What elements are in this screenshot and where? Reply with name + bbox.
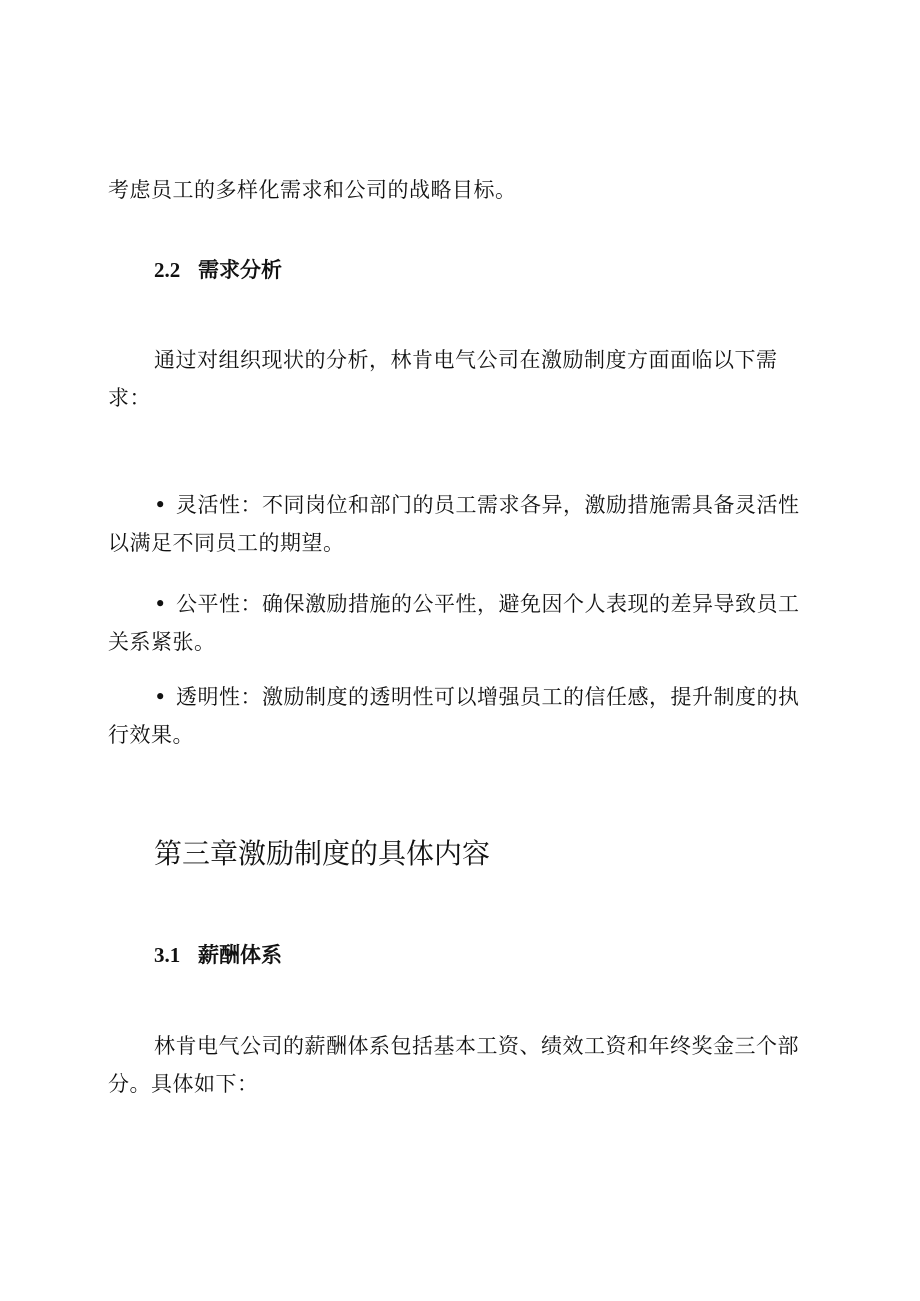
chapter-heading: 第三章激励制度的具体内容: [154, 837, 491, 870]
bullet-item: [108, 585, 808, 661]
section-title: 需求分析: [198, 258, 282, 282]
bullet-text: 灵活性：不同岗位和部门的员工需求各异，激励措施需具备灵活性以满足不同员工的期望。: [108, 493, 800, 555]
section-number: 2.2: [154, 258, 181, 282]
bullet-marker: •: [154, 592, 167, 616]
body-paragraph: 林肯电气公司的薪酬体系包括基本工资、绩效工资和年终奖金三个部分。具体如下：: [108, 1034, 799, 1096]
bullet-item: [108, 486, 808, 562]
section-heading-3-1: [154, 940, 282, 970]
bullet-text: 公平性：确保激励措施的公平性，避免因个人表现的差异导致员工关系紧张。: [108, 592, 800, 654]
continuation-paragraph: 考虑员工的多样化需求和公司的战略目标。: [108, 178, 517, 202]
section-title: 薪酬体系: [198, 943, 282, 967]
bullet-text: 透明性：激励制度的透明性可以增强员工的信任感，提升制度的执行效果。: [108, 685, 800, 747]
section-number: 3.1: [154, 943, 181, 967]
bullet-item: [108, 678, 808, 754]
intro-paragraph: 通过对组织现状的分析，林肯电气公司在激励制度方面面临以下需求：: [108, 348, 778, 410]
bullet-marker: •: [154, 493, 167, 517]
section-heading-2-2: [154, 255, 282, 285]
bullet-marker: •: [154, 685, 167, 709]
